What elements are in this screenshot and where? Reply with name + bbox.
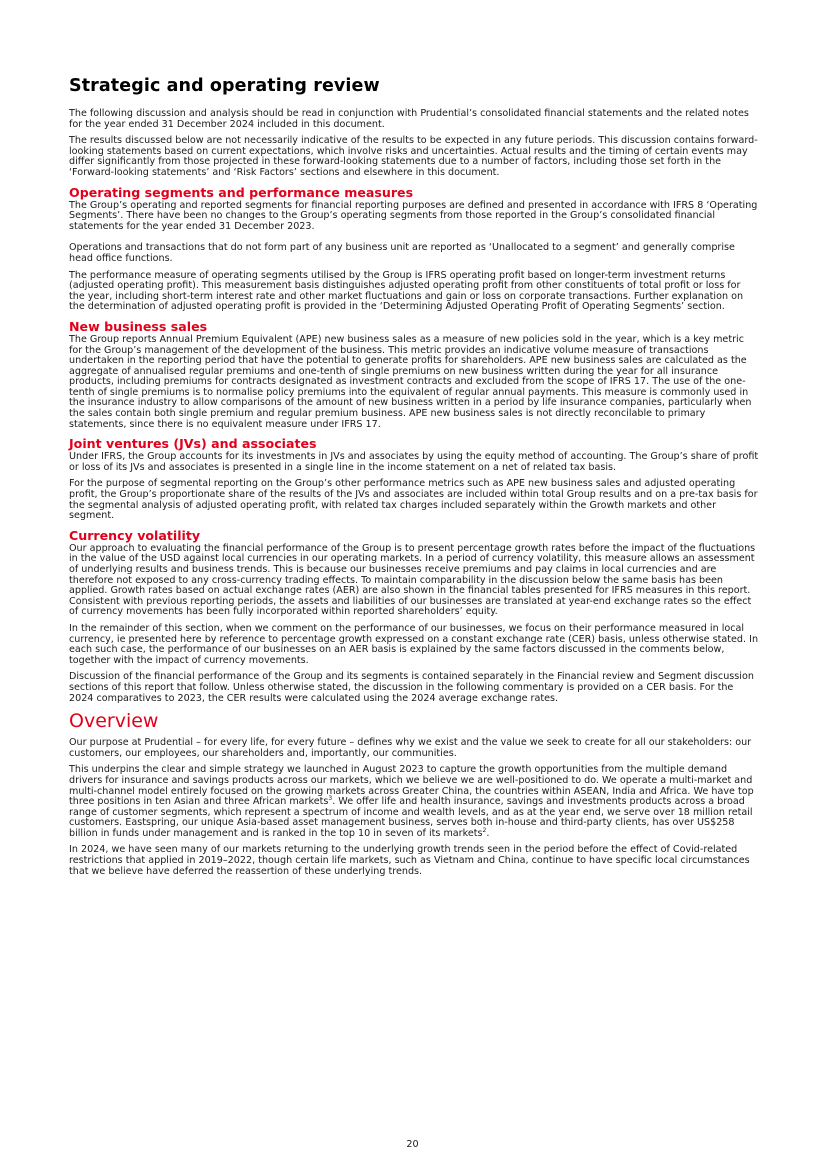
paragraph: Operations and transactions that do not form part of any business unit are reported as ‘Unallocated to a segment’ and generally comprise head office functions. (69, 242, 735, 264)
paragraph: Our approach to evaluating the financial performance of the Group is to present percentage growth rates before the impact of the fluctuations in the value of the USD against local currencies in our operating markets. In a period of currency volatility, this measure allows an assessment of underlying results and business trends. This is because our businesses receive premiums and pay claims in local currencies and are therefore not exposed to any cross-currency trading effects. To maintain comparability in the discussion below the same basis has been applied. Growth rates based on actual exchange rates (AER) are also shown in the financial tables presented for IFRS measures in this report. Consistent with previous reporting periods, the assets and liabilities of our businesses are translated at year-end exchange rates so the effect of currency movements has been fully incorporated within reported shareholders’ equity. (69, 542, 756, 618)
page-number: 20 (406, 1139, 419, 1150)
paragraph: For the purpose of segmental reporting on the Group’s other performance metrics such as APE new business sales and adjusted operating profit, the Group’s proportionate share of the results of the JVs and associates are included within total Group results and on a pre-tax basis for the segmental analysis of adjusted operating profit, with related tax charges included separately within the Growth markets and other segment. (69, 478, 758, 522)
paragraph: The Group reports Annual Premium Equivalent (APE) new business sales as a measure of new policies sold in the year, which is a key metric for the Group’s management of the development of the business. This metric provides an indicative volume measure of transactions undertaken in the reporting period that have the potential to generate profits for shareholders. APE new business sales are calculated as the aggregate of annualised regular premiums and one-tenth of single premiums on new business written during the year for all insurance products, including premiums for contracts designated as investment contracts and excluded from the scope of IFRS 17. The use of the one-tenth of single premiums is to normalise policy premiums into the equivalent of regular annual payments. This measure is commonly used in the insurance industry to allow comparisons of the amount of new business written in a period by life insurance companies, particularly when the sales contain both single premium and regular premium business. APE new business sales is not directly reconcilable to primary statements, since there is no equivalent measure under IFRS 17. (69, 333, 752, 430)
section-heading-new-business-sales: New business sales (69, 318, 208, 334)
paragraph: In 2024, we have seen many of our markets returning to the underlying growth trends seen in the period before the effect of Covid-related restrictions that applied in 2019–2022, though certain life markets, such as Vietnam and China, continue to have specific local circumstances that we believe have deferred the reassertion of these underlying trends. (69, 844, 750, 877)
text-run: . (486, 827, 490, 839)
paragraph: Under IFRS, the Group accounts for its investments in JVs and associates by using the equity method of accounting. The Group’s share of profit or loss of its JVs and associates is presented in a single line in the income statement on a net of related tax basis. (69, 451, 759, 473)
text-run: This underpins the clear and simple strategy we launched in August 2023 to capture the growth opportunities from the multiple demand drivers for insurance and savings products across our markets, which we believe we are well-positioned to do. We operate a multi-market and multi-channel model entirely focused on the growing markets across Greater China, the countries within ASEAN, India and Africa. We have top three positions in ten Asian and three African markets (69, 764, 754, 808)
intro-paragraph: The results discussed below are not necessarily indicative of the results to be expected in any future periods. This discussion contains forward-looking statements based on current expectations, which involve risks and uncertainties. Actual results and the timing of certain events may differ significantly from those projected in these forward-looking statements due to a number of factors, including those set forth in the ‘Forward-looking statements’ and ‘Risk Factors’ sections and elsewhere in this document. (69, 135, 758, 178)
section-heading-currency-volatility: Currency volatility (69, 527, 201, 543)
paragraph: The performance measure of operating segments utilised by the Group is IFRS operating profit based on longer-term investment returns (adjusted operating profit). This measurement basis distinguishes adjusted operating profit from other constituents of total profit or loss for the year, including short-term interest rate and other market fluctuations and gain or loss on corporate transactions. Further explanation on the determination of adjusted operating profit is provided in the ‘Determining Adjusted Operating Profit of Operating Segments’ section. (69, 269, 744, 313)
text-run: . We offer life and health insurance, savings and investments products across a broad range of customer segments, which represent a spectrum of income and wealth levels, and as at the year end, we serve over 18 million retail customers. Eastspring, our unique Asia-based asset management business, serves both in-house and third-party clients, has over US$258 billion in funds under management and is ranked in the top 10 in seven of its markets (69, 796, 753, 839)
page-content (69, 76, 759, 883)
footnote-ref: 2 (482, 826, 487, 834)
intro-paragraph: The following discussion and analysis should be read in conjunction with Prudential’s consolidated financial statements and the related notes for the year ended 31 December 2024 included in this document. (69, 108, 749, 130)
paragraph: Discussion of the financial performance of the Group and its segments is contained separately in the Financial review and Segment discussion sections of this report that follow. Unless otherwise stated, the discussion in the following commentary is provided on a CER basis. For the 2024 comparatives to 2023, the CER results were calculated using the 2024 average exchange rates. (69, 671, 754, 704)
page-title: Strategic and operating review (69, 76, 380, 96)
paragraph: The Group’s operating and reported segments for financial reporting purposes are defined and presented in accordance with IFRS 8 ‘Operating Segments’. There have been no changes to the Group’s operating segments from those reported in the Group’s consolidated financial statements for the year ended 31 December 2023. (69, 199, 758, 232)
section-heading-joint-ventures: Joint ventures (JVs) and associates (69, 436, 317, 452)
footnote-ref: 3 (328, 794, 333, 802)
paragraph: Our purpose at Prudential – for every life, for every future – defines why we exist and the value we seek to create for all our stakeholders: our customers, our employees, our shareholders and, importantly, our communities. (69, 737, 752, 759)
section-heading-overview: Overview (69, 710, 159, 733)
paragraph (69, 765, 759, 839)
paragraph: In the remainder of this section, when we comment on the performance of our businesses, we focus on their performance measured in local currency, ie presented here by reference to percentage growth expressed on a constant exchange rate (CER) basis, unless otherwise stated. In each such case, the performance of our businesses on an AER basis is explained by the same factors discussed in the comments below, together with the impact of currency movements. (69, 622, 759, 666)
section-heading-operating-segments: Operating segments and performance measures (69, 184, 414, 200)
